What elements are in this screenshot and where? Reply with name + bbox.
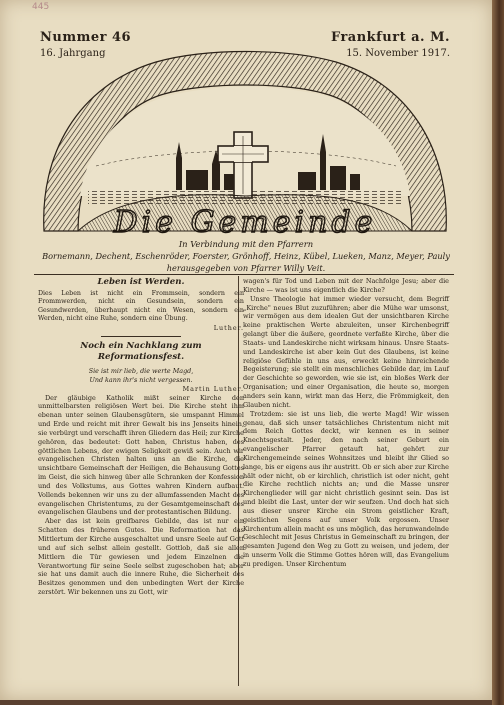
verse-attribution: Martin Luther.: [182, 384, 244, 393]
article-divider: [101, 336, 181, 337]
masthead-woodcut: [36, 46, 454, 238]
verse-line-2: Und kann ihr's nicht vergessen.: [89, 376, 193, 385]
editorial-credits: [40, 238, 452, 274]
book-spine: [492, 0, 504, 705]
pencil-archive-mark: 445: [32, 2, 50, 12]
verse-line-1: Sie ist mir lieb, die werte Magd,: [88, 367, 194, 376]
paragraph-3: wagen's für Tod und Leben mit der Nachfolge Jesu; aber die Kirche — was ist uns eigentlich die Kirche?: [243, 277, 449, 294]
paragraph-1: Der gläubige Katholik mißt seiner Kirche den unmittelbarsten religiösen Wert bei. Die Kirche steht ihm ebenan unter seinen Glaubensgütern, sie umspannt Himmel und Erde und reicht mit ihrer Gewalt bis ins Jenseits hinein, sie verbürgt und verschafft ihren Gliedern das Heil; zur Kirche gehören, das bedeutet: Gott haben, Christus haben, des göttlichen Lebens, der ewigen Seligkeit gewiß sein. Auch wir evangelischen Christen halten uns an die Kirche, die unsichtbare Gemeinschaft der Heiligen, die Behausung Gottes im Geist, die sich hinweg über alle Schranken der Konfession und des Volkstums, aus Gottes wahren Kindern aufbaut. Vollends bekennen wir uns zu der allumfassenden Macht des evangelischen Christentums, zu der Gesamtgemeinschaft des evangelischen Glaubens und der protestantischen Bildung.: [38, 393, 244, 517]
issue-date: 15. November 1917.: [346, 48, 450, 59]
article-text-leben: Dies Leben ist nicht ein Frommsein, sondern ein Frommwerden, nicht ein Gesundsein, sondern ein Gesundwerden, überhaupt nicht ein Wesen, sondern ein Werden, nicht eine Ruhe, sondern eine Übung.: [38, 290, 244, 323]
credits-pastors: Bornemann, Dechent, Eschenröder, Foerster, Grönhoff, Heinz, Kübel, Lueken, Manz, Meyer, Pauly: [42, 251, 450, 261]
attribution-luther: Luther.: [213, 323, 244, 332]
issue-number: Nummer 46: [40, 30, 132, 45]
header-rule: [34, 274, 454, 275]
paragraph-2: Aber das ist kein greifbares Gebilde, das ist nur ein Schatten des früheren Gutes. Die Reformation hat das Mittlertum der Kirche ausgeschaltet und unsre Seele auf Gott und auf sich selbst allein gestellt. Gottlob, daß sie allen Mittlern die Tür gewiesen und jedem Einzelnen die Verantwortung für seine Seele selbst zugeschoben hat; aber sie hat uns damit auch die innere Ruhe, die Sicherheit des Besitzes genommen und den unbedingten Wert der Kirche zerstört. Wir bekennen uns zu Gott, wir: [38, 517, 244, 597]
article-heading-nachklang: Noch ein Nachklang zum Reformationsfest.: [80, 341, 202, 363]
publication-city: Frankfurt a. M.: [330, 30, 450, 45]
masthead-title: Die Gemeinde: [113, 205, 377, 238]
paragraph-4: Unsre Theologie hat immer wieder versucht, dem Begriff „Kirche" neues Blut zuzuführen; aber die Mühe war umsonst, wir vermögen aus dem idealen Gut der unsichtbaren Kirche keine praktischen Werte abzuleiten, unser Kirchenbegriff gelangt über die äußere, geordnete verfaßte Kirche, über die Staats- und Landeskirche nicht wirksam hinaus. Unsre Staats- und Landeskirche ist aber kein Gut des Glaubens, ist keine religiöse Gefühle in uns aus, erweckt keine hinreichende Begeisterung; sie stellt ein menschliches Gebilde dar, im Lauf der Geschichte so geworden, wie sie ist, ein bloßes Werk der Organisation; und einer Organisation, die heute so, morgen anders sein kann, wirkt man das Herz, die Frömmigkeit, den Glauben nicht.: [243, 294, 449, 409]
paragraph-5: Trotzdem: sie ist uns lieb, die werte Magd! Wir wissen genau, daß sich unser tatsächliches Christentum nicht mit dem Reich Gottes deckt, wir kennen es in seiner Knechtsgestalt. Jeder, den nach seiner Geburt ein evangelischer Pfarrer getauft hat, gehört zur Kirchengemeinde seines Wohnsitzes und bleibt ihr Glied so lange, bis er eigens aus ihr austritt. Ob er sich aber zur Kirche hält oder nicht, ob er kirchlich, christlich ist oder nicht, geht die Kirche rechtlich nichts an; und die Masse unsrer Kirchenglieder will gar nicht christlich gesinnt sein. Das ist und bleibt die Last, unter der wir seufzen. Und doch hat sich aus dieser unsrer Kirche ein Strom geistlicher Kraft, geistlichen Segens auf unser Volk ergossen. Unser Kirchentum allein macht es uns möglich, das herunwandelnde Geschlecht mit Jesus Christus in Gemeinschaft zu bringen, der gesamten Jugend den Weg zu Gott zu weisen, und jedem, der in unserm Volk die Stimme Gottes hören will, das Evangelium zu predigen. Unser Kirchentum: [243, 409, 449, 568]
article-heading-leben: Leben ist Werden.: [97, 277, 185, 287]
volume-year: 16. Jahrgang: [40, 48, 106, 59]
credits-editor: herausgegeben von Pfarrer Willy Veit.: [166, 263, 326, 273]
column-right: [243, 277, 449, 569]
column-left: [38, 277, 244, 597]
credits-intro: In Verbindung mit den Pfarrern: [178, 239, 314, 249]
